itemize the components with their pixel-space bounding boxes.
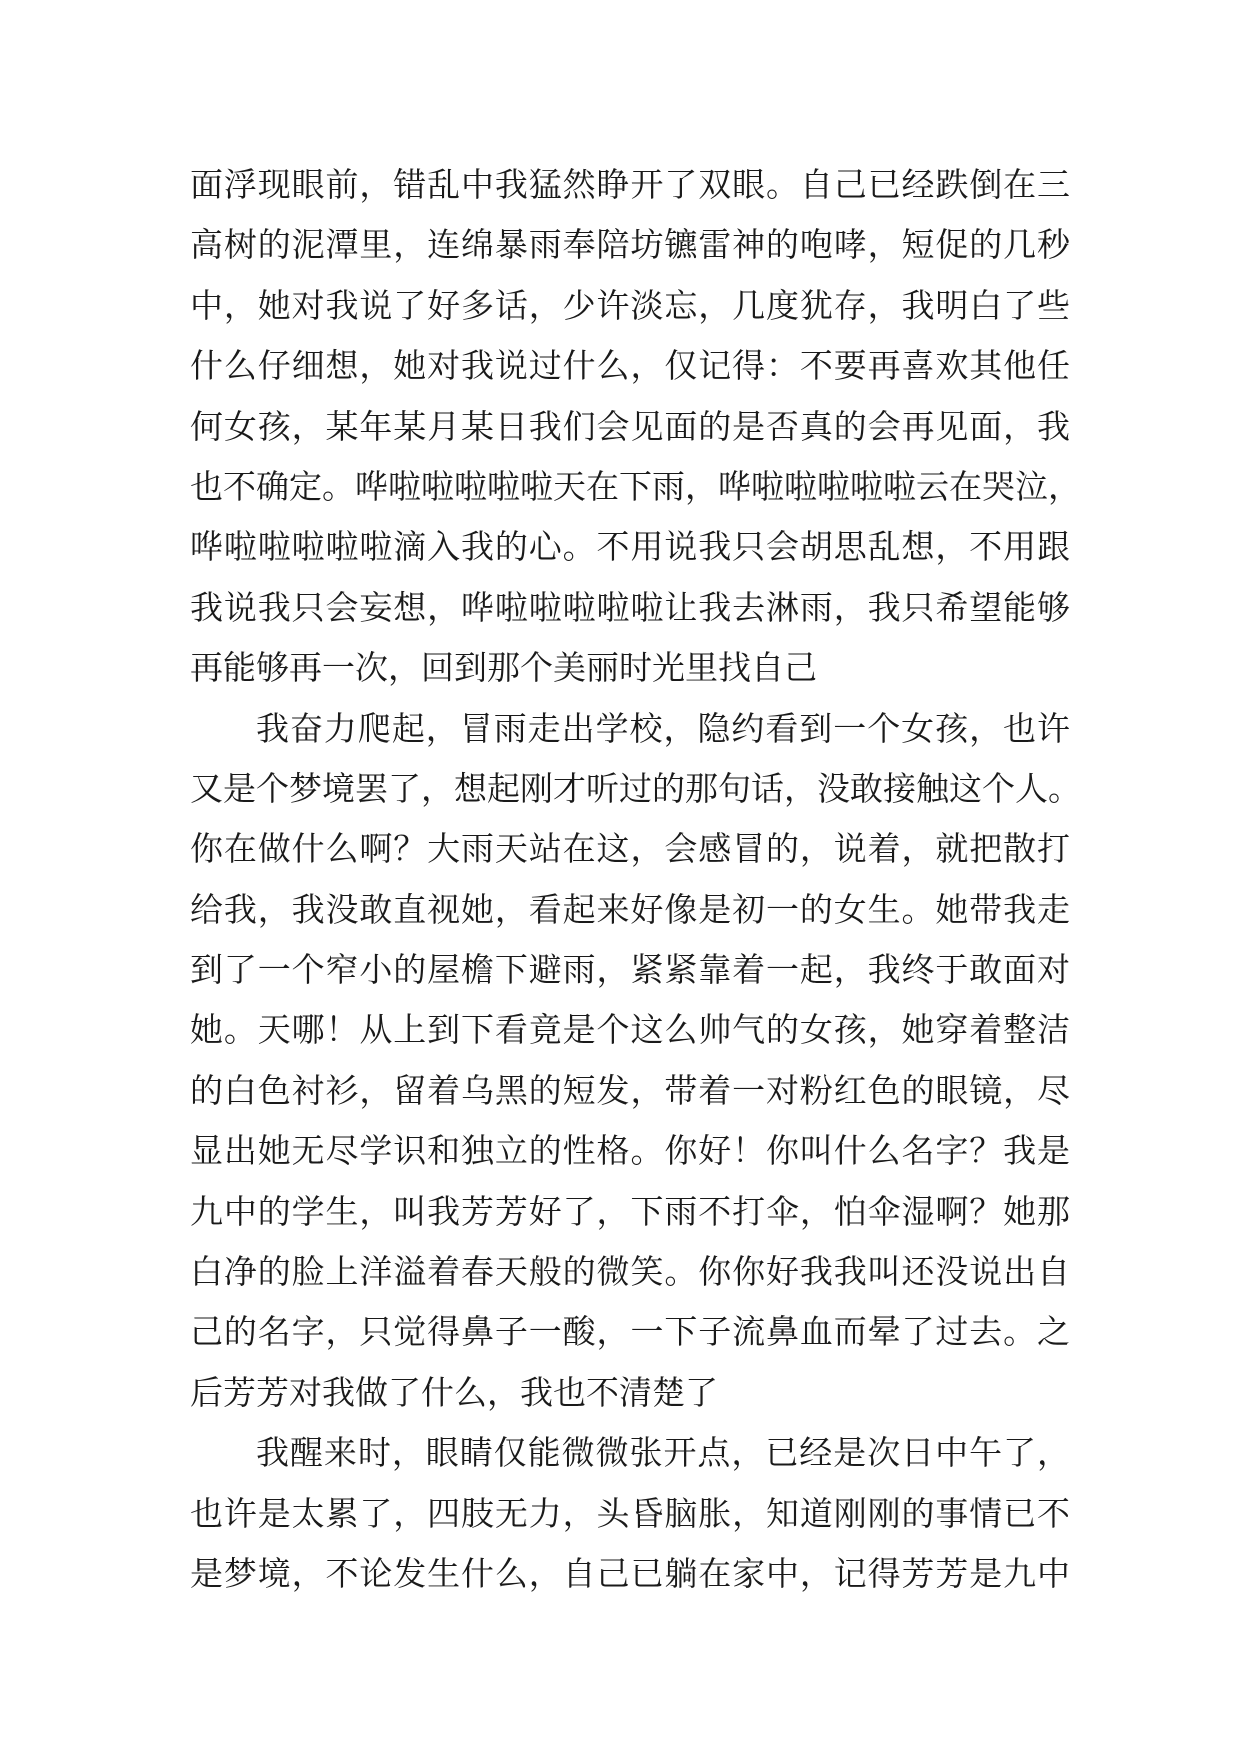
text-line: 哗啦啦啦啦啦滴入我的心。不用说我只会胡思乱想，不用跟 (190, 527, 1070, 567)
text-line: 面浮现眼前，错乱中我猛然睁开了双眼。自己已经跌倒在三 (190, 165, 1070, 204)
text-line: 己的名字，只觉得鼻子一酸，一下子流鼻血而晕了过去。之 (190, 1312, 1070, 1352)
text-line: 又是个梦境罢了，想起刚才听过的那句话，没敢接触这个人。 (190, 768, 1081, 808)
text-line: 高树的泥潭里，连绵暴雨奉陪坊镳雷神的咆哮，短促的几秒 (190, 225, 1070, 265)
text-line: 我说我只会妄想，哗啦啦啦啦啦让我去淋雨，我只希望能够 (190, 587, 1070, 627)
text-line: 你在做什么啊？大雨天站在这，会感冒的，说着，就把散打 (190, 829, 1070, 869)
text-line: 再能够再一次，回到那个美丽时光里找自己 (190, 648, 817, 688)
text-line: 我醒来时，眼睛仅能微微张开点，已经是次日中午了， (256, 1433, 1070, 1473)
text-line: 什么仔细想，她对我说过什么，仅记得：不要再喜欢其他任 (190, 346, 1070, 386)
text-line: 何女孩，某年某月某日我们会见面的是否真的会再见面，我 (190, 406, 1070, 446)
text-line: 后芳芳对我做了什么，我也不清楚了 (190, 1372, 718, 1412)
text-line: 给我，我没敢直视她，看起来好像是初一的女生。她带我走 (190, 889, 1070, 929)
text-line: 是梦境，不论发生什么，自己已躺在家中，记得芳芳是九中 (190, 1553, 1070, 1593)
text-line: 九中的学生，叫我芳芳好了，下雨不打伞，怕伞湿啊？她那 (190, 1191, 1070, 1231)
text-line: 也不确定。哗啦啦啦啦啦天在下雨，哗啦啦啦啦啦云在哭泣， (190, 466, 1081, 506)
text-line: 显出她无尽学识和独立的性格。你好！你叫什么名字？我是 (190, 1131, 1070, 1171)
text-line: 她。天哪！从上到下看竟是个这么帅气的女孩，她穿着整洁 (190, 1010, 1070, 1050)
document-body (190, 155, 1081, 1604)
text-line: 也许是太累了，四肢无力，头昏脑胀，知道刚刚的事情已不 (190, 1493, 1070, 1533)
text-line: 我奋力爬起，冒雨走出学校，隐约看到一个女孩，也许 (256, 708, 1070, 748)
text-line: 到了一个窄小的屋檐下避雨，紧紧靠着一起，我终于敢面对 (190, 950, 1070, 990)
text-line: 白净的脸上洋溢着春天般的微笑。你你好我我叫还没说出自 (190, 1252, 1070, 1292)
text-line: 的白色衬衫，留着乌黑的短发，带着一对粉红色的眼镜，尽 (190, 1070, 1070, 1110)
text-line: 中，她对我说了好多话，少许淡忘，几度犹存，我明白了些 (190, 285, 1070, 325)
